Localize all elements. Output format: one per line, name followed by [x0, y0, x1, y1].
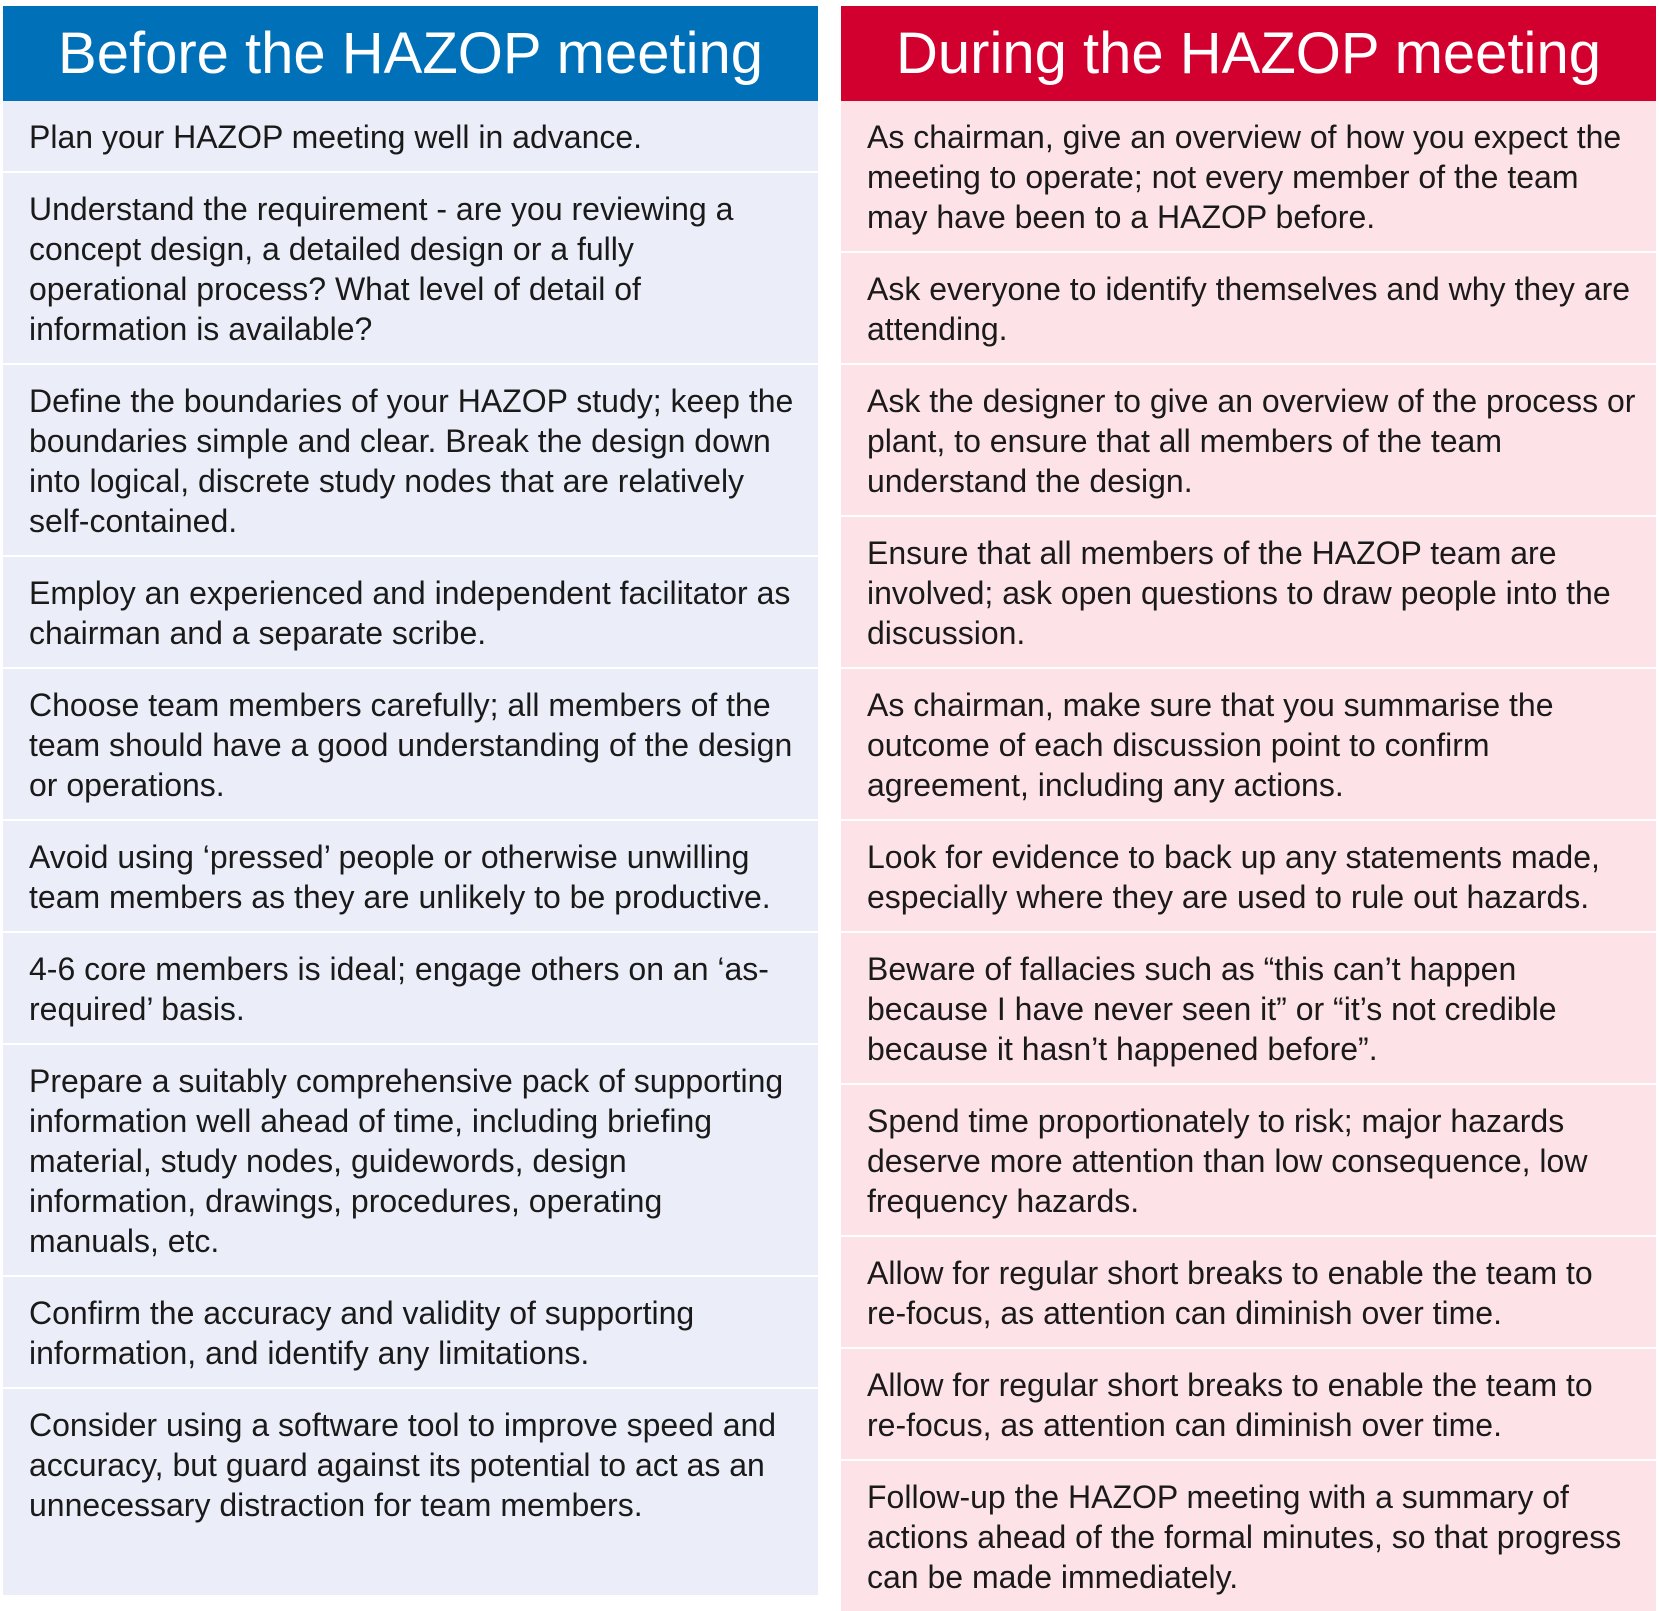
list-item: Understand the requirement - are you reviewing a concept design, a detailed design or a fully operational process? What level of detail of information is available? [3, 173, 818, 365]
list-item: Ask everyone to identify themselves and why they are attending. [841, 253, 1656, 365]
list-item: Ensure that all members of the HAZOP team are involved; ask open questions to draw people into the discussion. [841, 517, 1656, 669]
list-item: Allow for regular short breaks to enable the team to re-focus, as attention can diminish over time. [841, 1237, 1656, 1349]
list-item: As chairman, make sure that you summarise the outcome of each discussion point to confirm agreement, including any actions. [841, 669, 1656, 821]
during-meeting-header: During the HAZOP meeting [841, 6, 1656, 101]
list-item: Confirm the accuracy and validity of supporting information, and identify any limitations. [3, 1277, 818, 1389]
list-item: Ask the designer to give an overview of the process or plant, to ensure that all members of the team understand the design. [841, 365, 1656, 517]
list-item: Beware of fallacies such as “this can’t happen because I have never seen it” or “it’s not credible because it hasn’t happened before”. [841, 933, 1656, 1085]
before-meeting-header: Before the HAZOP meeting [3, 6, 818, 101]
list-item: 4-6 core members is ideal; engage others on an ‘as-required’ basis. [3, 933, 818, 1045]
list-item: As chairman, give an overview of how you expect the meeting to operate; not every member of the team may have been to a HAZOP before. [841, 101, 1656, 253]
list-item: Look for evidence to back up any statements made, especially where they are used to rule out hazards. [841, 821, 1656, 933]
list-item: Spend time proportionately to risk; major hazards deserve more attention than low consequence, low frequency hazards. [841, 1085, 1656, 1237]
before-meeting-list [3, 101, 818, 1595]
during-meeting-column [841, 6, 1656, 1595]
list-item: Avoid using ‘pressed’ people or otherwise unwilling team members as they are unlikely to be productive. [3, 821, 818, 933]
before-meeting-column [3, 6, 818, 1595]
list-item: Allow for regular short breaks to enable the team to re-focus, as attention can diminish over time. [841, 1349, 1656, 1461]
list-item: Choose team members carefully; all members of the team should have a good understanding of the design or operations. [3, 669, 818, 821]
list-item: Prepare a suitably comprehensive pack of supporting information well ahead of time, including briefing material, study nodes, guidewords, design information, drawings, procedures, operating manuals, etc. [3, 1045, 818, 1277]
during-meeting-list [841, 101, 1656, 1611]
list-item: Employ an experienced and independent facilitator as chairman and a separate scribe. [3, 557, 818, 669]
list-item: Define the boundaries of your HAZOP study; keep the boundaries simple and clear. Break the design down into logical, discrete study nodes that are relatively self-contained. [3, 365, 818, 557]
list-item: Plan your HAZOP meeting well in advance. [3, 101, 818, 173]
list-item: Follow-up the HAZOP meeting with a summary of actions ahead of the formal minutes, so that progress can be made immediately. [867, 1479, 1622, 1595]
list-item: Consider using a software tool to improve speed and accuracy, but guard against its potential to act as an unnecessary distraction for team members. [29, 1407, 777, 1523]
